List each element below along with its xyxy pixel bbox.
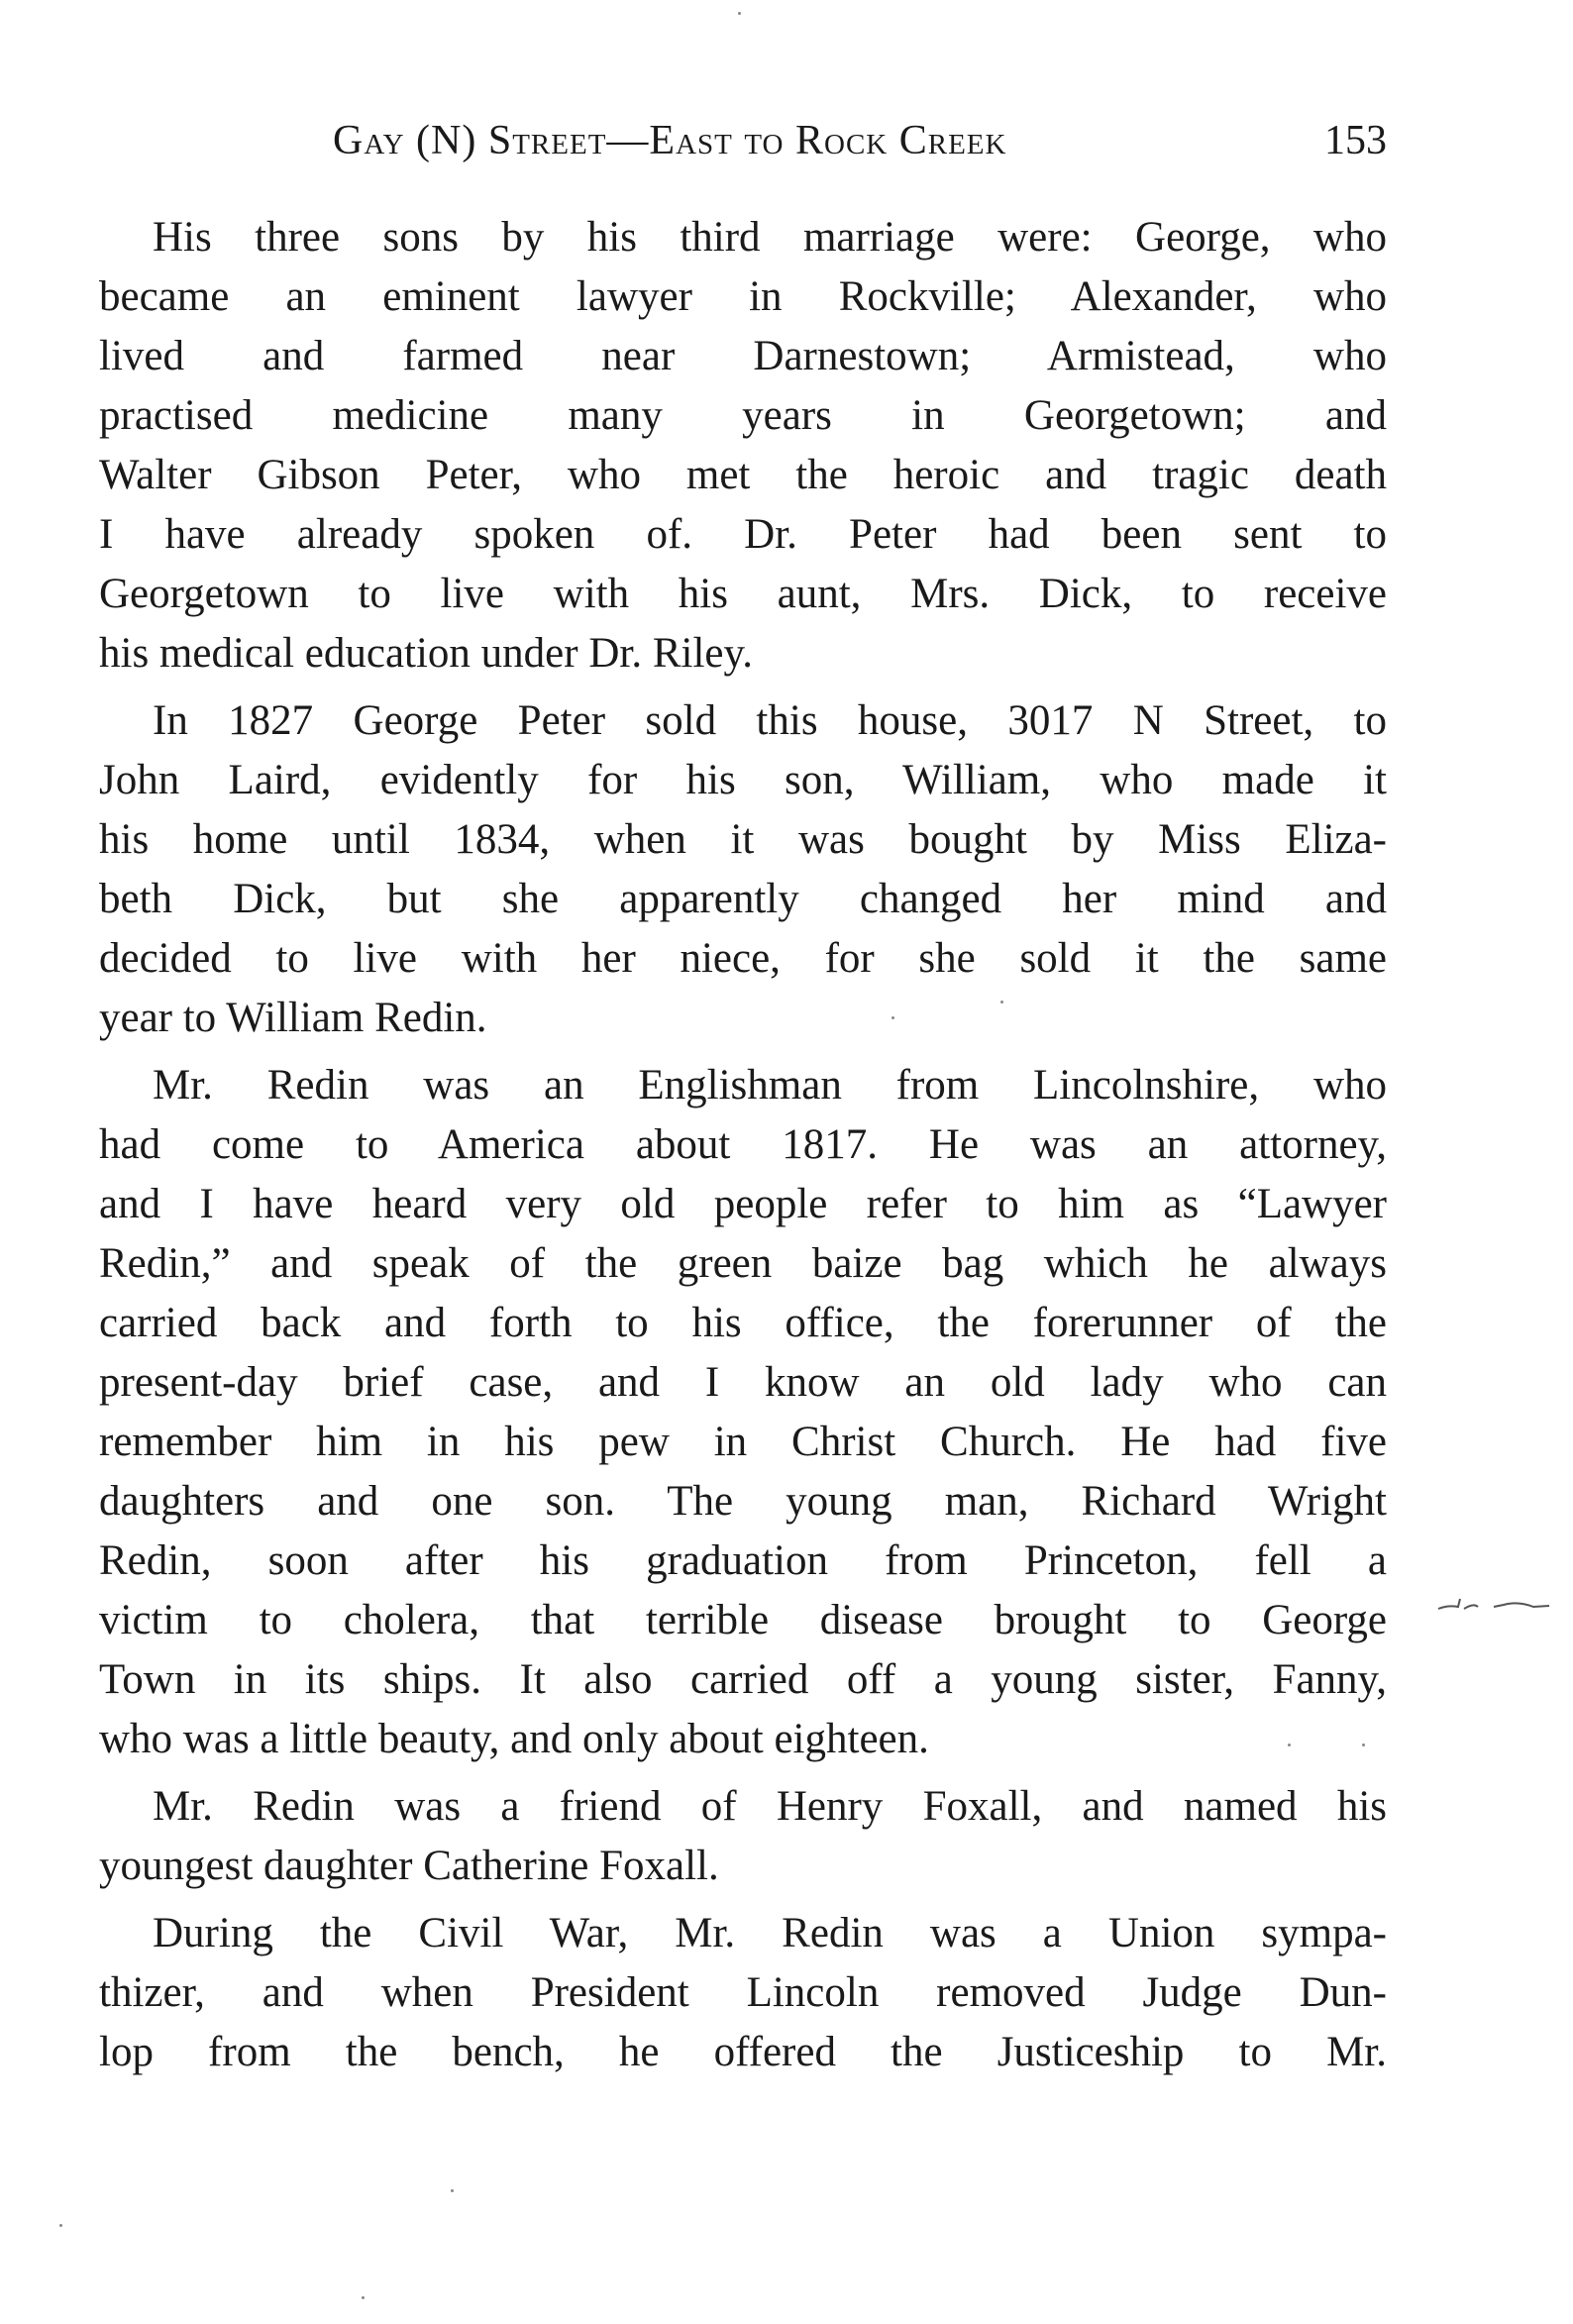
page-number: 153: [1324, 118, 1387, 163]
scan-speck: [362, 2296, 365, 2299]
scan-speck: [891, 1016, 894, 1019]
text-line: Town in its ships. It also carried off a young sister, Fanny,: [99, 1656, 1387, 1703]
text-line: youngest daughter Catherine Foxall.: [99, 1843, 719, 1889]
paragraph-foxall: [99, 1777, 1387, 1896]
text-line: decided to live with her niece, for she sold it the same: [99, 935, 1387, 982]
text-line: Redin, soon after his graduation from Princeton, fell a: [99, 1537, 1387, 1584]
text-line: thizer, and when President Lincoln removed Judge Dun-: [99, 1969, 1387, 2016]
margin-pencil-mark: [1434, 1591, 1553, 1621]
text-line: Mr. Redin was an Englishman from Lincolnshire, who: [153, 1062, 1387, 1109]
text-line: victim to cholera, that terrible disease brought to George: [99, 1597, 1387, 1643]
text-line: present-day brief case, and I know an old lady who can: [99, 1359, 1387, 1406]
text-line: became an eminent lawyer in Rockville; Alexander, who: [99, 273, 1387, 320]
text-line: beth Dick, but she apparently changed her mind and: [99, 876, 1387, 922]
text-line: His three sons by his third marriage were: George, who: [153, 214, 1387, 261]
paragraph-mr-redin: [99, 1056, 1387, 1769]
paragraph-house-sale: [99, 691, 1387, 1048]
text-line: During the Civil War, Mr. Redin was a Union sympa-: [153, 1910, 1387, 1956]
text-line: Redin,” and speak of the green baize bag which he always: [99, 1240, 1387, 1287]
paragraph-civil-war: [99, 1904, 1387, 2082]
text-line: I have already spoken of. Dr. Peter had been sent to: [99, 511, 1387, 558]
text-line: daughters and one son. The young man, Richard Wright: [99, 1478, 1387, 1525]
text-line: and I have heard very old people refer to him as “Lawyer: [99, 1181, 1387, 1227]
text-line: Walter Gibson Peter, who met the heroic and tragic death: [99, 452, 1387, 498]
text-line: his home until 1834, when it was bought by Miss Eliza-: [99, 816, 1387, 863]
text-line: lop from the bench, he offered the Justiceship to Mr.: [99, 2029, 1387, 2075]
text-line: his medical education under Dr. Riley.: [99, 630, 753, 677]
scan-speck: [59, 2224, 62, 2227]
text-line: Mr. Redin was a friend of Henry Foxall, and named his: [153, 1783, 1387, 1830]
body-text: [99, 208, 1387, 2090]
text-line: practised medicine many years in Georgetown; and: [99, 392, 1387, 439]
running-head-title: Gay (N) Street—East to Rock Creek: [333, 118, 1007, 163]
paragraph-sons: [99, 208, 1387, 684]
text-line: In 1827 George Peter sold this house, 3017 N Street, to: [153, 697, 1387, 744]
scan-speck: [451, 2189, 454, 2192]
scan-speck: [1288, 1743, 1291, 1746]
text-line: lived and farmed near Darnestown; Armistead, who: [99, 333, 1387, 379]
text-line: remember him in his pew in Christ Church. He had five: [99, 1419, 1387, 1465]
text-line: year to William Redin.: [99, 995, 487, 1041]
text-line: carried back and forth to his office, the forerunner of the: [99, 1300, 1387, 1346]
scan-speck: [738, 12, 741, 15]
scan-speck: [1362, 1743, 1365, 1746]
text-line: Georgetown to live with his aunt, Mrs. Dick, to receive: [99, 571, 1387, 617]
text-line: John Laird, evidently for his son, William, who made it: [99, 757, 1387, 803]
scan-speck: [1000, 1001, 1003, 1004]
text-line: who was a little beauty, and only about eighteen.: [99, 1716, 929, 1762]
running-head: [99, 117, 1387, 176]
text-line: had come to America about 1817. He was an attorney,: [99, 1121, 1387, 1168]
